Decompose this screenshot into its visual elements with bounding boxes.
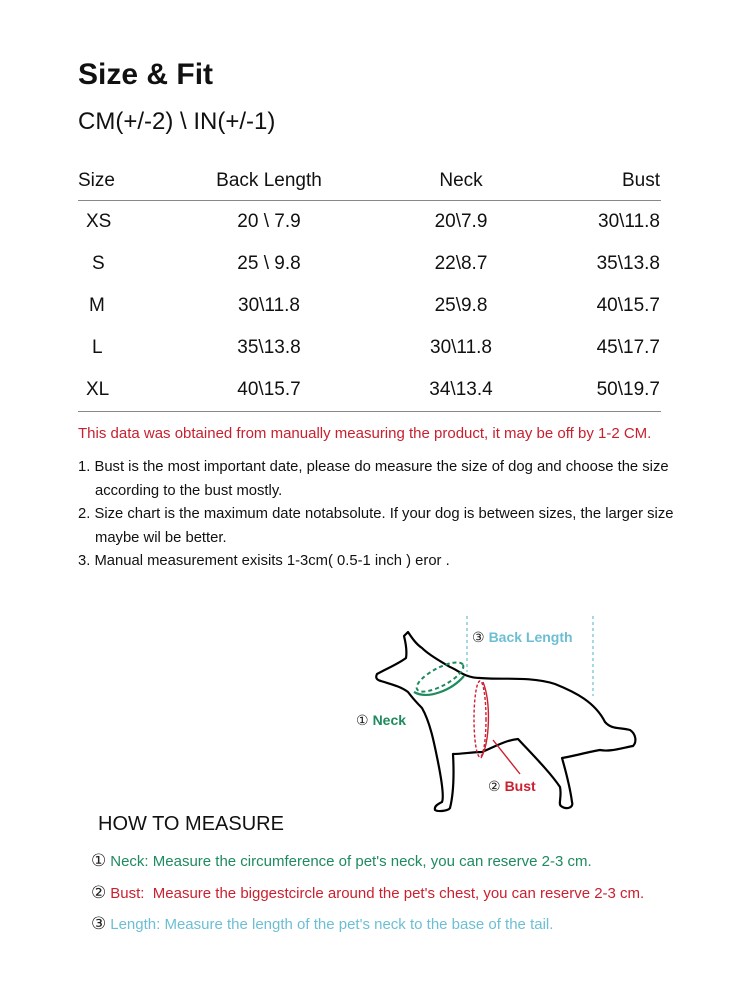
column-header-neck: Neck xyxy=(365,162,557,201)
tip-item: 1. Bust is the most important date, please do measure the size of dog and choose the size according to the bust mostly. xyxy=(78,459,669,499)
measure-instruction-bust xyxy=(91,883,644,903)
number-3-icon: ③ xyxy=(91,914,107,933)
neck-text: Neck xyxy=(372,712,407,728)
neck-label xyxy=(356,712,406,729)
measure-instruction-length xyxy=(91,914,553,934)
cell-size: S xyxy=(92,253,105,274)
cell-neck: 22\8.7 xyxy=(434,253,488,274)
cell-bust: 45\17.7 xyxy=(596,337,660,358)
instruction-text: Bust: Measure the biggestcircle around the pet's chest, you can reserve 2-3 cm. xyxy=(110,885,645,902)
cell-back-length: 30\11.8 xyxy=(238,295,300,316)
bust-pointer xyxy=(493,740,520,774)
instruction-text: Length: Measure the length of the pet's neck to the base of the tail. xyxy=(110,916,554,933)
tip-item: 3. Manual measurement exisits 1-3cm( 0.5-1 inch ) eror . xyxy=(78,553,450,569)
number-3-icon: ③ xyxy=(472,629,485,645)
table-row xyxy=(78,327,661,369)
cell-size: XS xyxy=(86,211,112,232)
table-row xyxy=(78,285,661,327)
table-row xyxy=(78,201,661,244)
measurement-disclaimer: This data was obtained from manually measuring the product, it may be off by 1-2 CM. xyxy=(78,425,652,442)
number-2-icon: ② xyxy=(488,778,501,794)
cell-bust: 30\11.8 xyxy=(598,211,660,232)
measure-instruction-neck xyxy=(91,851,592,871)
number-2-icon: ② xyxy=(91,883,107,902)
cell-size: L xyxy=(92,337,103,358)
table-row xyxy=(78,369,661,412)
bust-text: Bust xyxy=(504,778,536,794)
page-title: Size & Fit xyxy=(78,58,214,91)
column-header-back-length: Back Length xyxy=(173,162,365,201)
cell-bust: 35\13.8 xyxy=(596,253,660,274)
how-to-measure-title: HOW TO MEASURE xyxy=(98,813,284,835)
back-length-text: Back Length xyxy=(488,629,573,645)
cell-neck: 25\9.8 xyxy=(434,295,488,316)
column-header-size: Size xyxy=(78,162,173,201)
cell-bust: 50\19.7 xyxy=(557,369,661,412)
cell-neck: 30\11.8 xyxy=(430,337,492,358)
cell-neck: 34\13.4 xyxy=(365,369,557,412)
number-1-icon: ① xyxy=(91,851,107,870)
bust-ring-back xyxy=(474,681,486,757)
cell-bust: 40\15.7 xyxy=(596,295,660,316)
column-header-bust: Bust xyxy=(557,162,661,201)
cell-back-length: 25 \ 9.8 xyxy=(237,253,301,274)
instruction-text: Neck: Measure the circumference of pet's neck, you can reserve 2-3 cm. xyxy=(110,853,592,870)
table-row xyxy=(78,243,661,285)
cell-back-length: 35\13.8 xyxy=(237,337,301,358)
tip-item: 2. Size chart is the maximum date notabsolute. If your dog is between sizes, the larger size maybe wil be better. xyxy=(78,506,674,546)
cell-back-length: 20 \ 7.9 xyxy=(237,211,301,232)
cell-neck: 20\7.9 xyxy=(434,211,488,232)
cell-size: XL xyxy=(78,369,173,412)
number-1-icon: ① xyxy=(356,712,369,728)
cell-size: M xyxy=(89,295,105,316)
bust-label xyxy=(488,778,536,795)
tips-list xyxy=(78,456,688,574)
size-table xyxy=(78,162,661,412)
table-header-row xyxy=(78,162,661,201)
cell-back-length: 40\15.7 xyxy=(173,369,365,412)
unit-tolerance: CM(+/-2) \ IN(+/-1) xyxy=(78,108,276,135)
back-length-label xyxy=(472,629,573,646)
dog-measurement-diagram xyxy=(350,612,650,822)
